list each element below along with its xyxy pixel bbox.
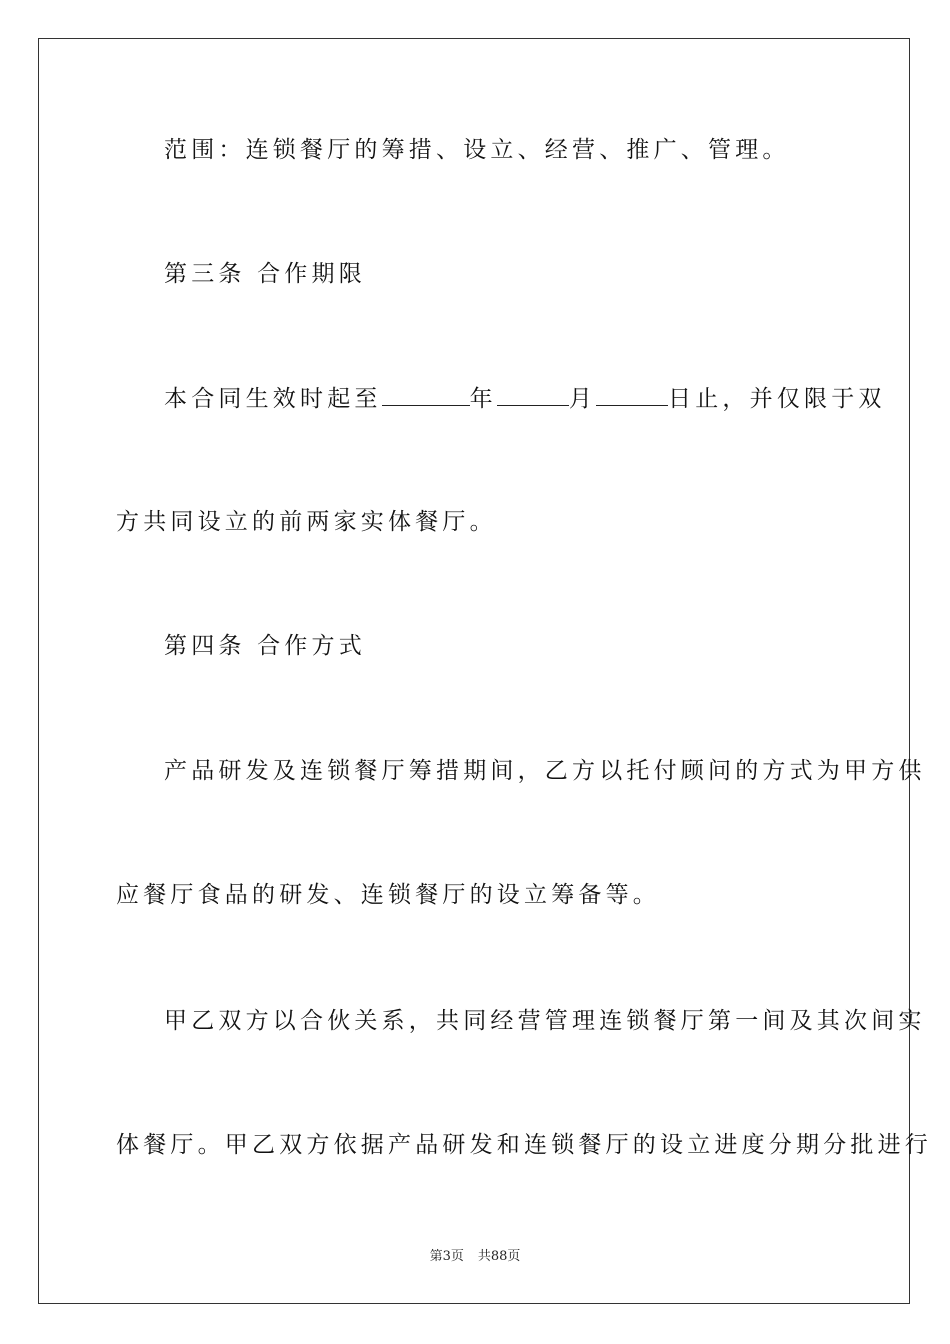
page-number: 第3页 [429, 1249, 464, 1264]
section-heading-article-4: 第四条 合作方式 [164, 633, 366, 659]
paragraph-line: 方共同设立的前两家实体餐厅。 [116, 509, 497, 535]
text-segment: 日止，并仅限于双 [668, 386, 886, 412]
text-segment: 年 [469, 386, 497, 412]
page-frame [38, 38, 932, 1304]
page-footer [0, 1245, 950, 1264]
paragraph-line: 范围：连锁餐厅的筹措、设立、经营、推广、管理。 [164, 137, 790, 163]
section-heading-article-3: 第三条 合作期限 [164, 261, 366, 287]
total-pages: 共88页 [477, 1249, 521, 1264]
paragraph-line-with-blanks [164, 383, 884, 414]
paragraph-line: 甲乙双方以合伙关系，共同经营管理连锁餐厅第一间及其次间实 [164, 1008, 926, 1034]
paragraph-line: 体餐厅。甲乙双方依据产品研发和连锁餐厅的设立进度分期分批进行 [116, 1132, 932, 1158]
paragraph-line: 应餐厅食品的研发、连锁餐厅的设立筹备等。 [116, 882, 660, 908]
text-segment: 月 [568, 386, 597, 412]
month-blank[interactable] [497, 383, 569, 406]
year-blank[interactable] [382, 383, 470, 406]
paragraph-line: 产品研发及连锁餐厅筹措期间，乙方以托付顾问的方式为甲方供 [164, 758, 926, 784]
text-segment: 本合同生效时起至 [164, 386, 382, 412]
day-blank[interactable] [596, 383, 668, 406]
